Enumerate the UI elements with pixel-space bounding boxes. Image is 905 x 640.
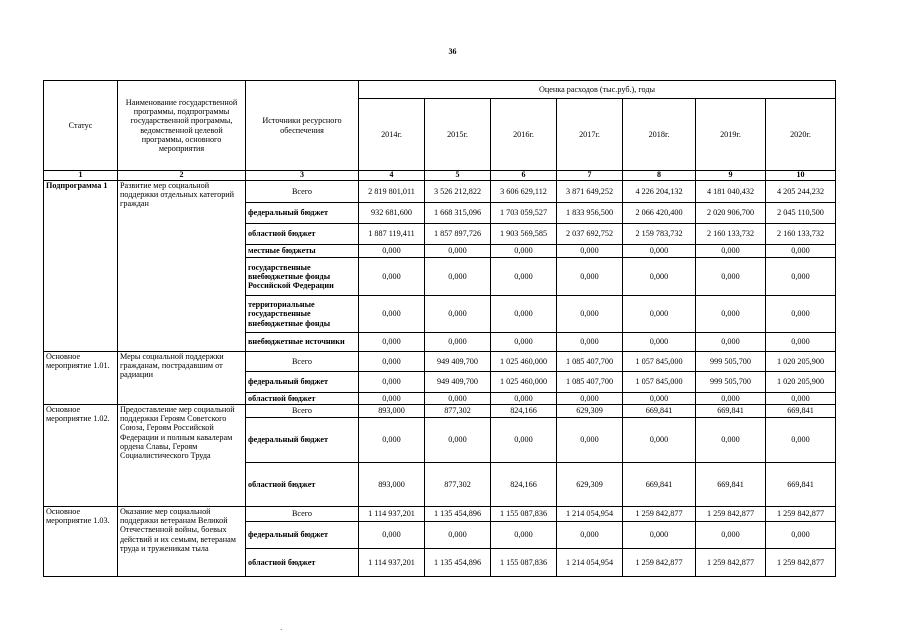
value-cell: 0,000: [696, 418, 766, 463]
column-number: 9: [696, 171, 766, 181]
value-cell: 0,000: [491, 296, 557, 333]
value-cell: 949 409,700: [425, 352, 491, 372]
value-cell: 1 259 842,877: [766, 549, 836, 577]
source-cell: федеральный бюджет: [246, 522, 359, 549]
value-cell: 1 857 897,726: [425, 224, 491, 245]
value-cell: 1 114 937,201: [359, 507, 425, 522]
value-cell: 0,000: [766, 522, 836, 549]
value-cell: 4 205 244,232: [766, 181, 836, 203]
value-cell: 1 703 059,527: [491, 203, 557, 224]
value-cell: 0,000: [359, 296, 425, 333]
source-cell: федеральный бюджет: [246, 418, 359, 463]
value-cell: 3 871 649,252: [557, 181, 623, 203]
value-cell: 0,000: [491, 418, 557, 463]
header-year: 2015г.: [425, 99, 491, 171]
source-cell: Всего: [246, 352, 359, 372]
value-cell: 1 020 205,900: [766, 372, 836, 393]
value-cell: 0,000: [623, 258, 696, 296]
source-cell: местные бюджеты: [246, 245, 359, 258]
value-cell: 4 181 040,432: [696, 181, 766, 203]
value-cell: 824,166: [491, 463, 557, 507]
value-cell: 1 887 119,411: [359, 224, 425, 245]
program-name-cell: Развитие мер социальной поддержки отдельных категорий граждан: [118, 181, 246, 352]
header-year: 2016г.: [491, 99, 557, 171]
value-cell: 0,000: [425, 522, 491, 549]
status-cell: Основное мероприятие 1.01.: [44, 352, 118, 405]
source-cell: областной бюджет: [246, 393, 359, 405]
header-year: 2019г.: [696, 99, 766, 171]
column-number: 2: [118, 171, 246, 181]
value-cell: 0,000: [696, 296, 766, 333]
value-cell: 0,000: [696, 522, 766, 549]
header-row-top: [44, 81, 836, 99]
value-cell: 949 409,700: [425, 372, 491, 393]
value-cell: 824,166: [491, 405, 557, 418]
value-cell: 1 833 956,500: [557, 203, 623, 224]
column-number: 6: [491, 171, 557, 181]
program-name-cell: Меры социальной поддержки гражданам, пострадавшим от радиации: [118, 352, 246, 405]
value-cell: 1 085 407,700: [557, 372, 623, 393]
value-cell: 0,000: [557, 258, 623, 296]
value-cell: 0,000: [696, 245, 766, 258]
value-cell: 1 259 842,877: [696, 549, 766, 577]
value-cell: 1 155 087,836: [491, 549, 557, 577]
value-cell: 0,000: [359, 372, 425, 393]
source-cell: областной бюджет: [246, 463, 359, 507]
value-cell: 999 505,700: [696, 372, 766, 393]
value-cell: 1 057 845,000: [623, 372, 696, 393]
value-cell: 999 505,700: [696, 352, 766, 372]
value-cell: 1 259 842,877: [696, 507, 766, 522]
value-cell: 1 214 054,954: [557, 507, 623, 522]
value-cell: 0,000: [557, 393, 623, 405]
table-body: [44, 81, 836, 577]
value-cell: 2 045 110,500: [766, 203, 836, 224]
column-number: 10: [766, 171, 836, 181]
budget-table: [43, 80, 836, 577]
value-cell: 669,841: [766, 463, 836, 507]
value-cell: 0,000: [425, 258, 491, 296]
value-cell: 1 903 569,585: [491, 224, 557, 245]
value-cell: 0,000: [696, 258, 766, 296]
value-cell: 0,000: [766, 296, 836, 333]
value-cell: 0,000: [359, 393, 425, 405]
value-cell: 669,841: [696, 405, 766, 418]
column-number: 1: [44, 171, 118, 181]
value-cell: 0,000: [696, 333, 766, 352]
value-cell: 629,309: [557, 405, 623, 418]
value-cell: 0,000: [425, 333, 491, 352]
value-cell: 1 085 407,700: [557, 352, 623, 372]
status-cell: Основное мероприятие 1.03.: [44, 507, 118, 577]
header-year: 2017г.: [557, 99, 623, 171]
value-cell: 1 259 842,877: [766, 507, 836, 522]
value-cell: 2 160 133,732: [766, 224, 836, 245]
value-cell: 0,000: [491, 245, 557, 258]
value-cell: 0,000: [359, 258, 425, 296]
value-cell: 0,000: [491, 522, 557, 549]
scan-mark: ·: [280, 626, 283, 634]
value-cell: 0,000: [557, 522, 623, 549]
source-cell: федеральный бюджет: [246, 203, 359, 224]
source-cell: Всего: [246, 405, 359, 418]
source-cell: федеральный бюджет: [246, 372, 359, 393]
value-cell: 2 020 906,700: [696, 203, 766, 224]
value-cell: 2 160 133,732: [696, 224, 766, 245]
table-row: [44, 181, 836, 203]
value-cell: 0,000: [623, 333, 696, 352]
value-cell: 1 259 842,877: [623, 507, 696, 522]
value-cell: 893,000: [359, 463, 425, 507]
column-number: 4: [359, 171, 425, 181]
header-year: 2020г.: [766, 99, 836, 171]
value-cell: 2 066 420,400: [623, 203, 696, 224]
table-row: [44, 405, 836, 418]
column-number: 5: [425, 171, 491, 181]
source-cell: Всего: [246, 181, 359, 203]
value-cell: 0,000: [623, 522, 696, 549]
column-number: 7: [557, 171, 623, 181]
source-cell: областной бюджет: [246, 549, 359, 577]
value-cell: 669,841: [623, 405, 696, 418]
source-cell: внебюджетные источники: [246, 333, 359, 352]
value-cell: 1 214 054,954: [557, 549, 623, 577]
value-cell: 1 025 460,000: [491, 352, 557, 372]
value-cell: 0,000: [359, 522, 425, 549]
value-cell: 1 020 205,900: [766, 352, 836, 372]
value-cell: 0,000: [425, 418, 491, 463]
value-cell: 2 159 783,732: [623, 224, 696, 245]
column-number-row: [44, 171, 836, 181]
value-cell: 0,000: [359, 418, 425, 463]
header-status: Статус: [44, 81, 118, 171]
value-cell: 0,000: [766, 258, 836, 296]
value-cell: 1 135 454,896: [425, 549, 491, 577]
value-cell: 0,000: [359, 352, 425, 372]
value-cell: 669,841: [623, 463, 696, 507]
value-cell: 1 025 460,000: [491, 372, 557, 393]
value-cell: 0,000: [557, 296, 623, 333]
value-cell: 0,000: [623, 393, 696, 405]
source-cell: Всего: [246, 507, 359, 522]
value-cell: 0,000: [766, 393, 836, 405]
value-cell: 0,000: [557, 333, 623, 352]
header-estimate: Оценка расходов (тыс.руб.), годы: [359, 81, 836, 99]
value-cell: 893,000: [359, 405, 425, 418]
value-cell: 0,000: [425, 393, 491, 405]
status-cell: Подпрограмма 1: [44, 181, 118, 352]
source-cell: областной бюджет: [246, 224, 359, 245]
page-number: 36: [448, 47, 457, 56]
value-cell: 877,302: [425, 405, 491, 418]
value-cell: 0,000: [557, 245, 623, 258]
value-cell: 0,000: [766, 333, 836, 352]
value-cell: 0,000: [491, 258, 557, 296]
value-cell: 0,000: [623, 418, 696, 463]
column-number: 3: [246, 171, 359, 181]
header-sources: Источники ресурсного обеспечения: [246, 81, 359, 171]
value-cell: 1 259 842,877: [623, 549, 696, 577]
table-row: [44, 352, 836, 372]
value-cell: 0,000: [696, 393, 766, 405]
value-cell: 4 226 204,132: [623, 181, 696, 203]
value-cell: 629,309: [557, 463, 623, 507]
value-cell: 0,000: [557, 418, 623, 463]
value-cell: 3 606 629,112: [491, 181, 557, 203]
value-cell: 877,302: [425, 463, 491, 507]
value-cell: 932 681,600: [359, 203, 425, 224]
program-name-cell: Оказание мер социальной поддержки ветеранам Великой Отечественной войны, боевых действий и их семьям, ветеранам труда и труженикам тыла: [118, 507, 246, 577]
table-row: [44, 507, 836, 522]
value-cell: 0,000: [766, 418, 836, 463]
value-cell: 0,000: [766, 245, 836, 258]
source-cell: территориальные государственные внебюджетные фонды: [246, 296, 359, 333]
value-cell: 2 037 692,752: [557, 224, 623, 245]
source-cell: государственные внебюджетные фонды Российской Федерации: [246, 258, 359, 296]
value-cell: 1 135 454,896: [425, 507, 491, 522]
value-cell: 0,000: [491, 333, 557, 352]
header-year: 2014г.: [359, 99, 425, 171]
value-cell: 669,841: [696, 463, 766, 507]
value-cell: 1 155 087,836: [491, 507, 557, 522]
column-number: 8: [623, 171, 696, 181]
value-cell: 3 526 212,822: [425, 181, 491, 203]
value-cell: 1 668 315,096: [425, 203, 491, 224]
value-cell: 2 819 801,011: [359, 181, 425, 203]
value-cell: 0,000: [623, 245, 696, 258]
header-year: 2018г.: [623, 99, 696, 171]
value-cell: 0,000: [491, 393, 557, 405]
value-cell: 0,000: [359, 245, 425, 258]
program-name-cell: Предоставление мер социальной поддержки Героям Советского Союза, Героям Российской Федерации и полным кавалерам ордена Славы, Героям Социалистического Труда: [118, 405, 246, 507]
status-cell: Основное мероприятие 1.02.: [44, 405, 118, 507]
value-cell: 0,000: [359, 333, 425, 352]
value-cell: 1 114 937,201: [359, 549, 425, 577]
value-cell: 669,841: [766, 405, 836, 418]
value-cell: 0,000: [425, 245, 491, 258]
value-cell: 0,000: [425, 296, 491, 333]
value-cell: 0,000: [623, 296, 696, 333]
value-cell: 1 057 845,000: [623, 352, 696, 372]
header-name: Наименование государственной программы, подпрограммы государственной программы, ведомственной целевой программы, основного мероприятия: [118, 81, 246, 171]
